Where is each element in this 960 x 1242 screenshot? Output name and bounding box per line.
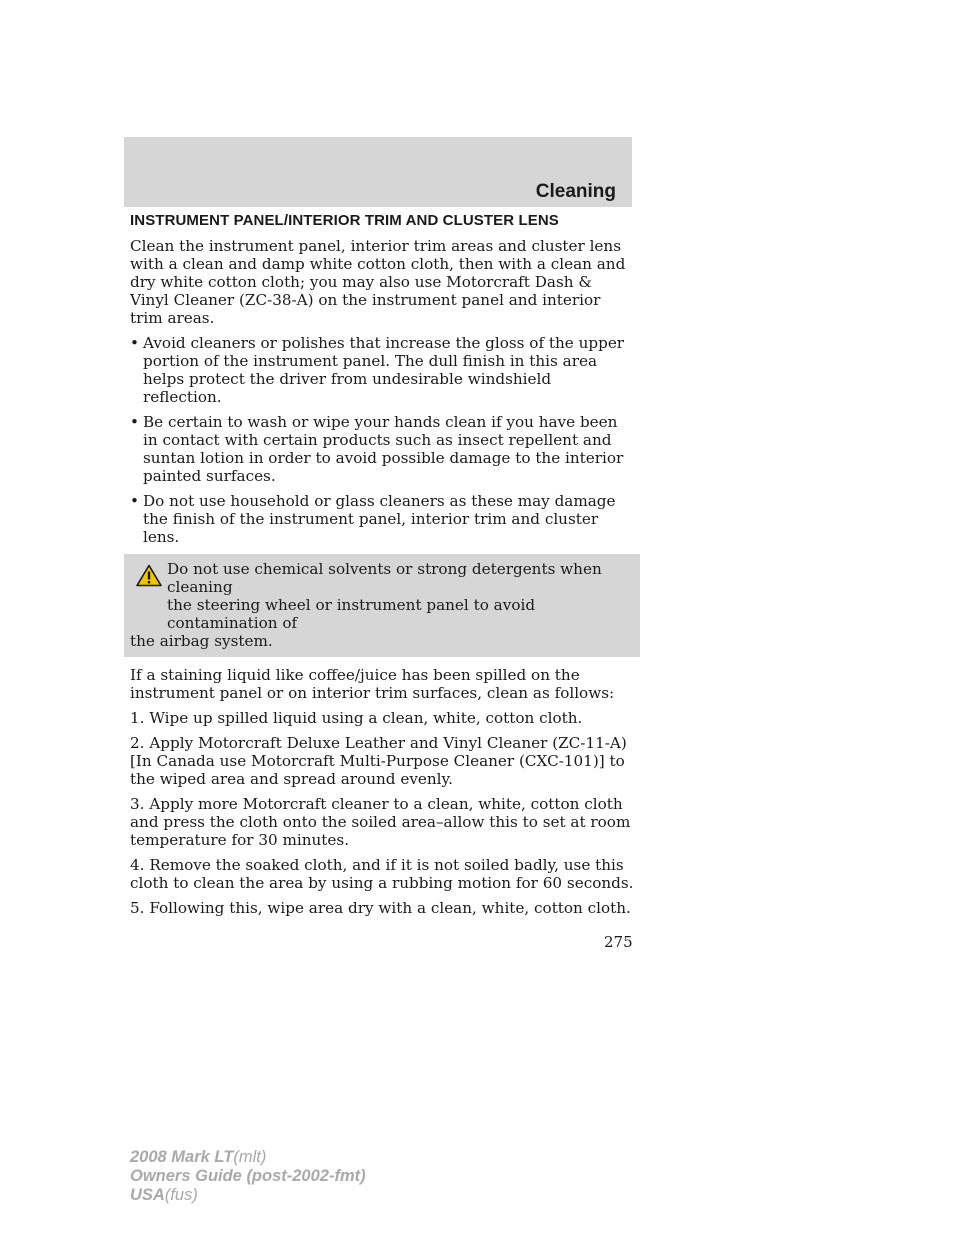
chapter-header-band [124,137,632,207]
footer-model-code: (mlt) [233,1148,267,1166]
bullet-text: Be certain to wash or wipe your hands clean if you have been in contact with certain products such as insect repellent and suntan lotion in order to avoid possible damage to the interior painted surfaces. [143,413,624,485]
warning-triangle-icon [136,564,162,587]
bullet-item [130,492,634,546]
bullet-text: Avoid cleaners or polishes that increase the gloss of the upper portion of the instrument panel. The dull finish in this area helps protect the driver from undesirable windshield reflection. [143,334,625,406]
bullet-mark: • [130,492,139,510]
document-footer [130,1148,366,1205]
step-item: 5. Following this, wipe area dry with a clean, white, cotton cloth. [130,899,631,917]
bullet-mark: • [130,334,139,352]
warning-box [124,554,640,657]
footer-model: 2008 Mark LT [130,1148,234,1166]
step-item: 2. Apply Motorcraft Deluxe Leather and Vinyl Cleaner (ZC-11-A) [In Canada use Motorcraft Multi-Purpose Cleaner (CXC-101)] to the wiped area and spread around evenly. [130,734,627,788]
footer-market-code: (fus) [164,1186,198,1204]
bullet-mark: • [130,413,139,431]
step-item: 3. Apply more Motorcraft cleaner to a clean, white, cotton cloth and press the cloth onto the soiled area–allow this to set at room temperature for 30 minutes. [130,795,631,849]
bullet-text: Do not use household or glass cleaners as these may damage the finish of the instrument panel, interior trim and cluster lens. [143,492,616,546]
step-item: 4. Remove the soaked cloth, and if it is not soiled badly, use this cloth to clean the area by using a rubbing motion for 60 seconds. [130,856,634,892]
page-number: 275 [604,933,633,951]
footer-market: USA [130,1186,165,1204]
footer-line [130,1186,366,1205]
page-content [130,212,634,924]
warning-text-line: the steering wheel or instrument panel to avoid contamination of [167,596,536,632]
footer-line [130,1148,366,1167]
stain-intro-paragraph: If a staining liquid like coffee/juice has been spilled on the instrument panel or on interior trim surfaces, clean as follows: [130,666,615,702]
warning-text-line: the airbag system. [130,632,273,650]
step-item: 1. Wipe up spilled liquid using a clean, white, cotton cloth. [130,709,583,727]
chapter-title: Cleaning [535,181,616,202]
intro-paragraph: Clean the instrument panel, interior trim areas and cluster lens with a clean and damp white cotton cloth, then with a clean and dry white cotton cloth; you may also use Motorcraft Dash & Vinyl Cleaner (ZC-38-A) on the instrument panel and interior trim areas. [130,237,626,327]
footer-line [130,1167,366,1186]
bullet-item [130,334,634,406]
bullet-item [130,413,634,485]
section-heading: INSTRUMENT PANEL/INTERIOR TRIM AND CLUSTER LENS [130,212,559,229]
warning-text-line: Do not use chemical solvents or strong detergents when cleaning [167,560,602,596]
footer-guide: Owners Guide (post-2002-fmt) [130,1167,366,1185]
